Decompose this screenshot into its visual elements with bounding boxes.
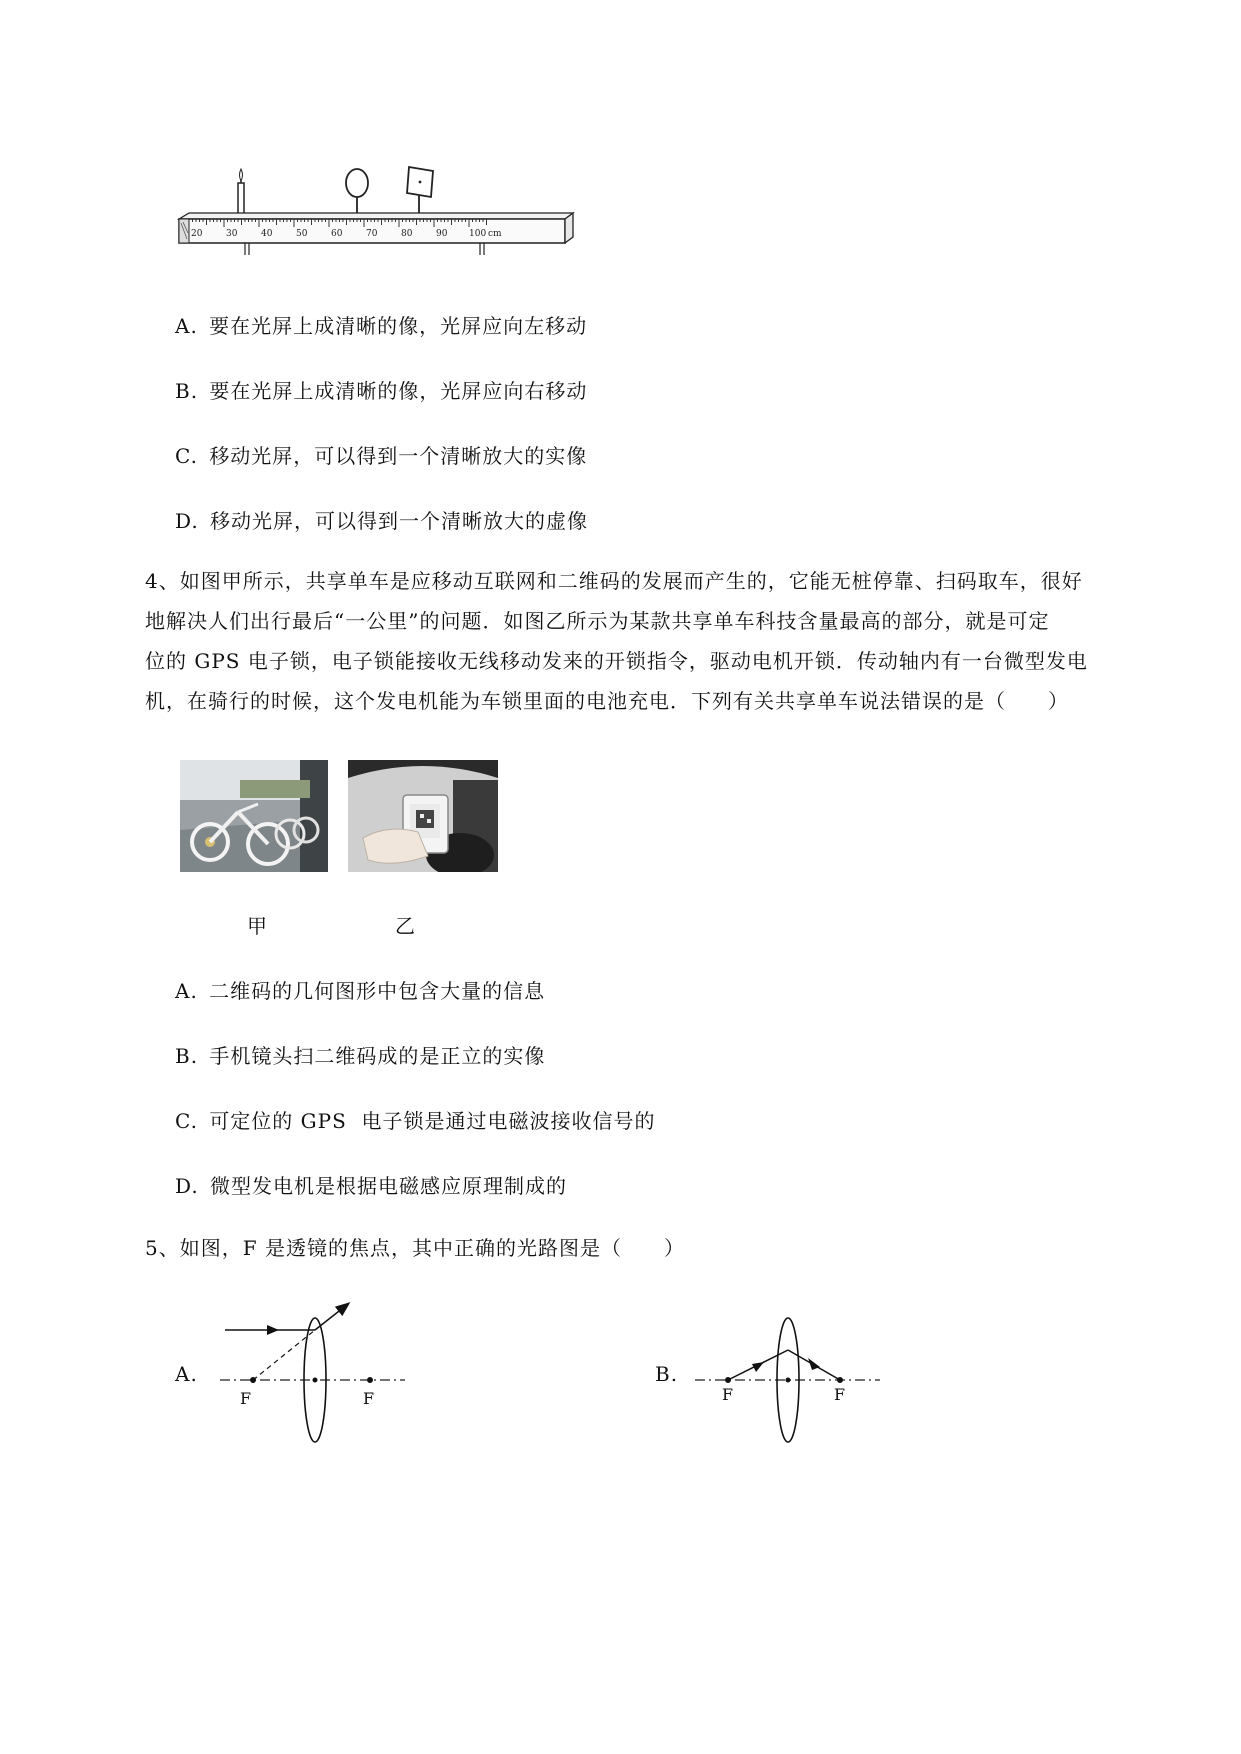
q5-stem [145,1230,685,1266]
focal-label-right: F [363,1389,375,1408]
diagram-b-letter: B. [655,1362,679,1386]
option-text: 手机镜头扫二维码成的是正立的实像 [209,1044,546,1068]
option-text: 微型发电机是根据电磁感应原理制成的 [210,1174,568,1198]
option-letter: A. [175,314,198,338]
lens-diagram-b-drawing [690,1300,890,1450]
q4-option-b [175,1040,545,1069]
tick-label-50: 50 [296,229,308,239]
option-letter: A. [175,979,198,1003]
diagram-a-letter: A. [175,1362,198,1386]
q4-stem [145,563,1145,719]
option-text: 可定位的 GPS 电子锁是通过电磁波接收信号的 [209,1109,656,1133]
tick-label-90: 90 [436,229,448,239]
option-letter: C. [175,444,198,468]
q4-option-c [175,1105,656,1134]
bike-photo-drawing [180,760,328,872]
q4-option-d [175,1170,567,1199]
tick-label-60: 60 [331,229,343,239]
option-text: 移动光屏，可以得到一个清晰放大的实像 [209,444,588,468]
caption-yi: 乙 [395,914,415,938]
lens-diagram-a [215,1300,415,1450]
q4-option-a [175,975,545,1004]
option-letter: D. [175,509,199,533]
q3-option-c [175,440,587,469]
q4-stem-line: 地解决人们出行最后“一公里”的问题．如图乙所示为某款共享单车科技含量最高的部分，就是可定 [145,609,1050,633]
phone-scan-photo [348,760,498,872]
option-letter: D. [175,1174,199,1198]
option-letter: B. [175,379,199,403]
q4-stem-line: 机，在骑行的时候，这个发电机能为车锁里面的电池充电．下列有关共享单车说法错误的是（ ） [145,689,1069,713]
q5-stem-line: 5、如图，F 是透镜的焦点，其中正确的光路图是（ ） [145,1236,685,1260]
q3-option-a [175,310,587,339]
tick-label-20: 20 [191,229,203,239]
tick-label-100: 100 [469,229,487,239]
option-letter: C. [175,1109,198,1133]
tick-label-70: 70 [366,229,378,239]
focal-label-right: F [834,1385,846,1404]
tick-label-40: 40 [261,229,273,239]
phone-scan-photo-drawing [348,760,498,872]
caption-jia: 甲 [247,914,267,938]
tick-label-30: 30 [226,229,238,239]
focal-point-right [367,1377,373,1383]
focal-label-left: F [722,1385,734,1404]
q3-option-b [175,375,587,404]
option-letter: B. [175,1044,199,1068]
option-text: 二维码的几何图形中包含大量的信息 [209,979,546,1003]
tick-label-80: 80 [401,229,413,239]
lens-diagram-a-drawing [215,1300,415,1450]
bike-photo [180,760,328,872]
ruler-unit-label: cm [488,229,502,239]
option-text: 要在光屏上成清晰的像，光屏应向左移动 [209,314,588,338]
focal-label-left: F [240,1389,252,1408]
q3-option-d [175,505,588,534]
option-text: 移动光屏，可以得到一个清晰放大的虚像 [210,509,589,533]
q4-stem-line: 位的 GPS 电子锁，电子锁能接收无线移动发来的开锁指令，驱动电机开锁．传动轴内有一台微型发电 [145,649,1088,673]
optical-bench-figure [175,165,575,270]
refracted-ray [315,1304,348,1330]
q4-stem-line: 4、如图甲所示，共享单车是应移动互联网和二维码的发展而产生的，它能无桩停靠、扫码取车，很好 [145,569,1083,593]
optical-bench-drawing [175,165,575,270]
lens-diagram-b [690,1300,890,1450]
option-text: 要在光屏上成清晰的像，光屏应向右移动 [209,379,588,403]
